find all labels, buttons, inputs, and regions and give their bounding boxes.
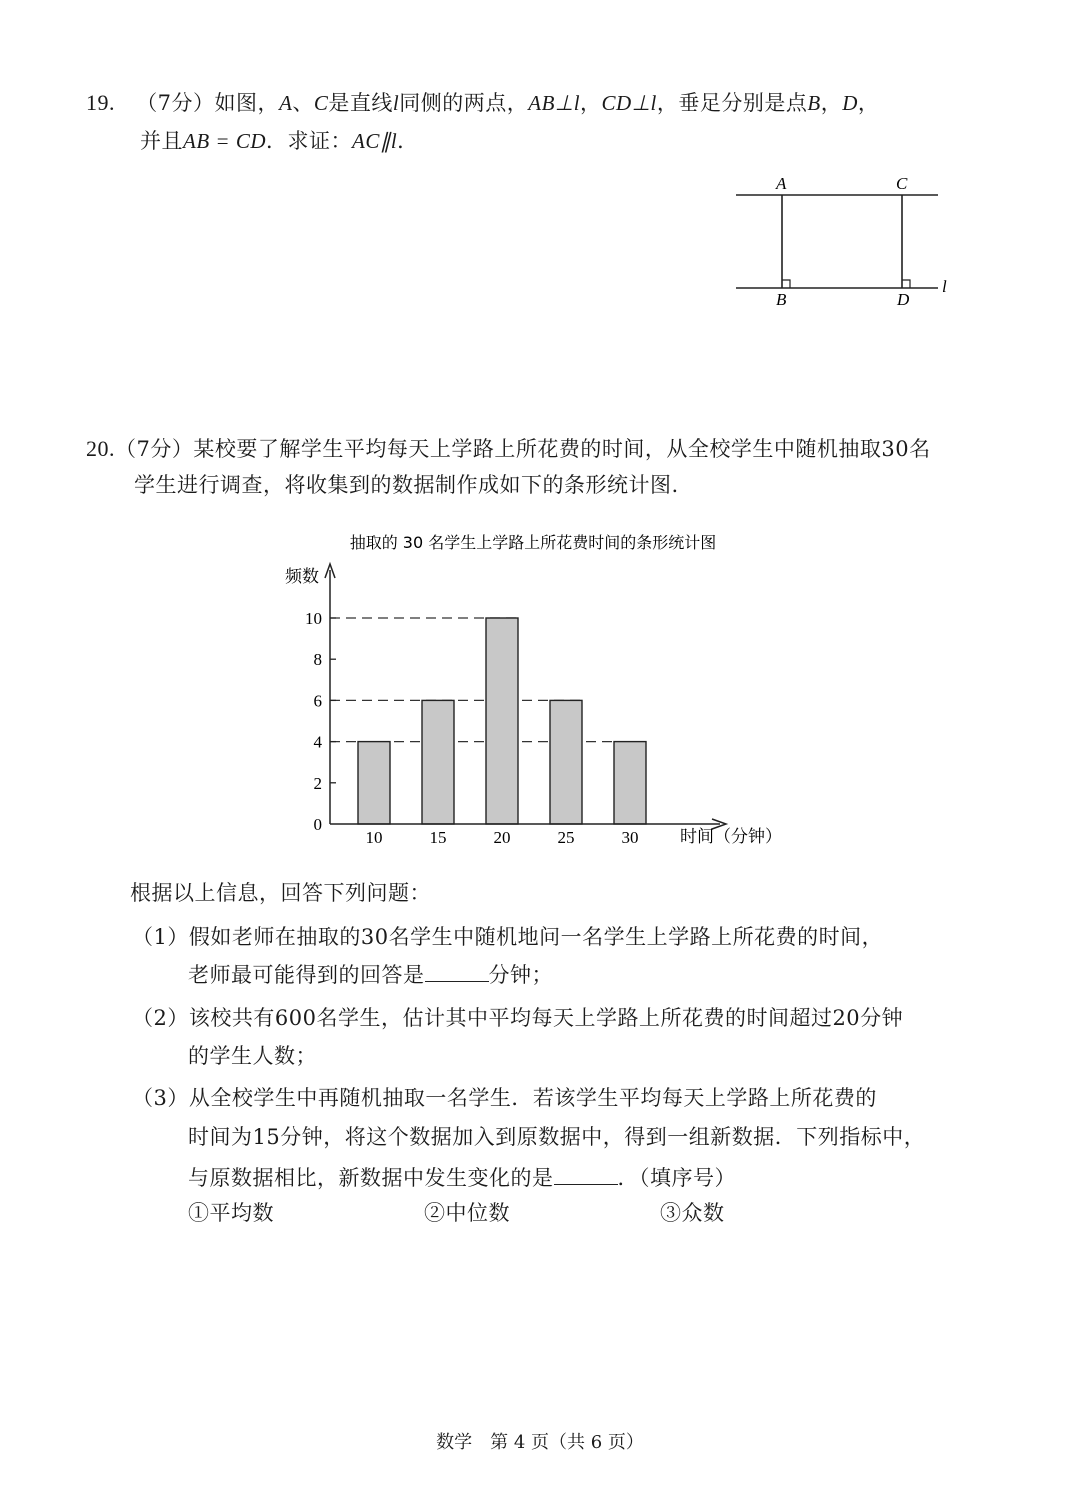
y-tick-label: 0: [313, 815, 322, 834]
x-axis-label: 时间（分钟）: [680, 827, 782, 847]
q19-number: 19.: [86, 90, 115, 115]
q20-number: 20.: [86, 436, 115, 461]
bar: [358, 742, 390, 824]
q3-answer-blank: [554, 1166, 618, 1185]
y-tick-label: 4: [313, 732, 322, 752]
q2-line2: 的学生人数；: [188, 1044, 317, 1068]
label-a: A: [776, 174, 787, 193]
x-tick-label: 15: [429, 828, 447, 847]
q19-figure: [720, 168, 970, 318]
option-mode: ③众数: [660, 1201, 725, 1225]
q3-line3: 与原数据相比，新数据中发生变化的是 ．（填序号）: [188, 1166, 736, 1190]
label-b: B: [776, 290, 787, 309]
chart-title: 抽取的 30 名学生上学路上所花费时间的条形统计图: [349, 533, 717, 552]
right-angle-d: [902, 280, 910, 288]
y-tick-label: 2: [313, 773, 322, 793]
option-median: ②中位数: [424, 1201, 510, 1225]
option-mean: ①平均数: [188, 1201, 274, 1225]
y-tick-label: 10: [305, 609, 322, 628]
y-tick-label: 6: [313, 691, 322, 711]
page-footer: 数学 第 4 页（共 6 页）: [436, 1432, 644, 1453]
x-tick-label: 30: [621, 828, 639, 847]
bar: [550, 700, 582, 824]
q20-line1: 20.（7分）某校要了解学生平均每天上学路上所花费的时间，从全校学生中随机抽取30名: [86, 436, 931, 461]
right-angle-b: [782, 280, 790, 288]
q19-line2: 并且AB = CD．求证：AC∥l．: [140, 129, 419, 153]
q1-answer-blank: [425, 963, 489, 982]
x-tick-label: 20: [493, 828, 511, 847]
q3-line1: （3）从全校学生中再随机抽取一名学生．若该学生平均每天上学路上所花费的: [132, 1086, 877, 1110]
y-axis-label: 频数: [285, 567, 319, 587]
label-d: D: [897, 290, 910, 309]
q3-line2: 时间为15分钟，将这个数据加入到原数据中，得到一组新数据．下列指标中，: [188, 1125, 926, 1149]
q1-line2: 老师最可能得到的回答是 分钟；: [188, 963, 553, 987]
q2-line1: （2）该校共有600名学生，估计其中平均每天上学路上所花费的时间超过20分钟: [132, 1006, 904, 1030]
q20-line2: 学生进行调查，将收集到的数据制作成如下的条形统计图.: [134, 473, 679, 497]
bar-chart: [0, 520, 1080, 860]
label-c: C: [896, 174, 908, 193]
bar: [486, 618, 518, 824]
q19-line1: 19. （7分）如图，A、C是直线l同侧的两点，AB⊥l，CD⊥l，垂足分别是点B，D，: [86, 90, 880, 115]
y-tick-label: 8: [313, 650, 322, 670]
bar: [422, 700, 454, 824]
bar: [614, 742, 646, 824]
label-l: l: [942, 277, 947, 296]
questions-intro: 根据以上信息，回答下列问题：: [130, 881, 431, 905]
x-tick-label: 25: [557, 828, 575, 847]
x-tick-label: 10: [365, 828, 383, 847]
q1-line1: （1）假如老师在抽取的30名学生中随机地问一名学生上学路上所花费的时间，: [132, 925, 884, 949]
